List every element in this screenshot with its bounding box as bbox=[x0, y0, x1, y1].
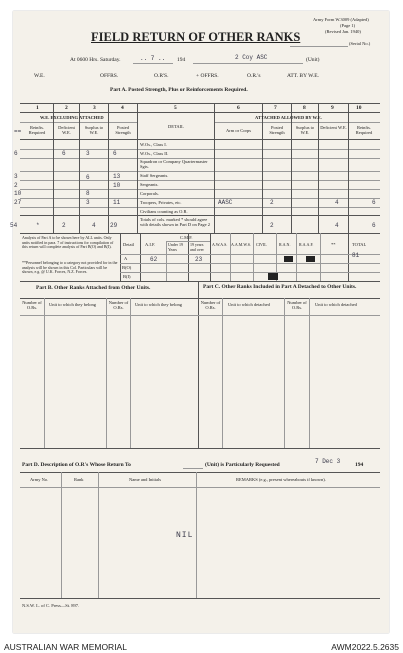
footer bbox=[0, 640, 403, 653]
analysis-row-bo: B(O) bbox=[122, 265, 132, 270]
h-surplus2: Surplus to W.E. bbox=[295, 125, 315, 135]
partB-h-number: Number of O.Rs. bbox=[22, 300, 42, 310]
form-title: FIELD RETURN OF OTHER RANKS bbox=[91, 30, 301, 44]
footer-right: AWM2022.5.2635 bbox=[331, 642, 399, 652]
col-num-3: 3 bbox=[93, 105, 96, 111]
analysis-ran: R.A.N. bbox=[279, 242, 291, 247]
partC-title: Part C. Other Ranks Included in Part A Detached to Other Units. bbox=[203, 284, 357, 290]
year-label: 194 bbox=[177, 57, 186, 63]
h-reinf: Reinfts. Required bbox=[28, 125, 46, 135]
partB-h-unit: Unit to which they belong bbox=[49, 302, 96, 307]
ors2-label: O.R.'s bbox=[247, 73, 261, 79]
analysis-row-bi: B(I) bbox=[123, 274, 131, 279]
partB-h-unit2: Unit to which they belong bbox=[135, 302, 182, 307]
col-num-7: 7 bbox=[274, 105, 277, 111]
form-number: Army Form W.3009 (Adapted) bbox=[313, 17, 369, 22]
col-num-6: 6 bbox=[237, 105, 240, 111]
serial-line bbox=[290, 46, 348, 47]
analysis-note: Analysis of Part A to be shown here by ALL units. Only units notified in para. 7 of instructions for compilation of this return will complete analysis of Part B(O) and B(I). bbox=[22, 235, 114, 249]
partD-nil: NIL bbox=[176, 531, 194, 540]
analysis-cmf: C.M.F. bbox=[180, 235, 193, 240]
partD-h-remarks: REMARKS (e.g., present whereabouts if known). bbox=[236, 477, 326, 482]
partA-title: Part A. Posted Strength, Plus or Reinforcements Required. bbox=[110, 87, 248, 93]
unit-label: (Unit) bbox=[306, 57, 320, 63]
detail-wo2: W.Os., Class II. bbox=[140, 151, 169, 156]
analysis-aamws: A.A.M.W.S. bbox=[231, 242, 251, 247]
detail-sergeants: Sergeants. bbox=[140, 182, 159, 187]
h-posted: Posted Strength bbox=[115, 125, 131, 135]
analysis-civil: CIVIL bbox=[256, 242, 267, 247]
at-line: At 0600 Hrs. Saturday. bbox=[70, 57, 121, 63]
h-surplus: Surplus to W.E. bbox=[84, 125, 104, 135]
partD-year: 194 bbox=[355, 462, 364, 468]
partC-h-number: Number of O.Rs. bbox=[200, 300, 221, 310]
col-num-8: 8 bbox=[303, 105, 306, 111]
analysis-note2: **Personnel belonging to a category not provided for in the analysis will be shown in this Col. Particulars will be shown, e.g. @ U.K. Forces, N.Z. Forces. bbox=[22, 260, 118, 274]
col-num-10: 10 bbox=[356, 105, 362, 111]
analysis-raaf: R.A.A.F. bbox=[299, 242, 314, 247]
partB-h-number2: Number of O.Rs. bbox=[108, 300, 129, 310]
col-num-1: 1 bbox=[36, 105, 39, 111]
h-deficient2: Deficient W.E. bbox=[320, 125, 347, 130]
h-deficient: Deficient W.E. bbox=[58, 125, 75, 135]
detail-corporals: Corporals. bbox=[140, 191, 159, 196]
we-excl-header: W.E. EXCLUDING ATTACHED bbox=[40, 115, 104, 120]
unit-line bbox=[193, 63, 303, 64]
analysis-row-a: A bbox=[124, 256, 128, 261]
analysis-detail: Detail bbox=[123, 242, 134, 247]
attached-allowed-header: ATTACHED ALLOWED BY W.E. bbox=[255, 115, 322, 120]
partD-title2: (Unit) is Particularly Requested bbox=[205, 462, 280, 468]
typed-date: .. 7 .. bbox=[140, 55, 166, 62]
h-posted2: Posted Strength bbox=[269, 125, 285, 135]
date-line bbox=[133, 63, 173, 64]
typed-unit: 2 Coy ASC bbox=[235, 54, 268, 61]
partC-h-number2: Number of O.Rs. bbox=[287, 300, 307, 310]
printer-line: N.S.W. L. of C. Press—St. 897. bbox=[22, 603, 80, 608]
partC-h-unit2: Unit to which detached bbox=[315, 302, 357, 307]
offrs2-label: + OFFRS. bbox=[196, 73, 219, 79]
detail-staff-sgts: Staff Sergeants. bbox=[140, 173, 169, 178]
ors-label: O.R'S. bbox=[154, 73, 169, 79]
partC-h-unit: Unit to which detached bbox=[228, 302, 270, 307]
analysis-total: TOTAL bbox=[352, 242, 367, 247]
col-num-2: 2 bbox=[65, 105, 68, 111]
detail-qm: Squadron or Company Quartermaster Sgts. bbox=[140, 159, 208, 169]
partD-h-army: Army No. bbox=[30, 477, 49, 482]
h-reinf2: Reinfts. Required bbox=[355, 125, 373, 135]
totals-note: Totals of cols. marked * should agree with details shown in Part D on Page 2 bbox=[140, 217, 210, 227]
att-label: ATT. BY W.E. bbox=[287, 73, 319, 79]
partD-h-name: Name and Initials bbox=[129, 477, 161, 482]
form-page: (Page 1) bbox=[340, 23, 356, 28]
serial-label: (Serial No.) bbox=[349, 41, 371, 46]
col-num-9: 9 bbox=[331, 105, 334, 111]
footer-left: AUSTRALIAN WAR MEMORIAL bbox=[4, 642, 127, 652]
analysis-aif: A.I.F. bbox=[145, 242, 156, 247]
form-revised: (Revised Jan. 1940) bbox=[325, 29, 361, 34]
h-arm: Arm or Corps bbox=[226, 128, 251, 133]
we-label: W.E. bbox=[34, 73, 45, 79]
partD-h-rank: Rank bbox=[74, 477, 84, 482]
analysis-under19: Under 19 Years bbox=[168, 242, 183, 252]
analysis-awas: A.W.A.S. bbox=[212, 242, 228, 247]
detail-civilians: Civilians counting as O.R. bbox=[140, 209, 188, 214]
h-detail: DETAIL bbox=[168, 124, 184, 129]
partD-title: Part D. Description of O.R's Whose Return To bbox=[22, 462, 131, 468]
detail-wo1: W.Os., Class I. bbox=[140, 142, 167, 147]
col-num-5: 5 bbox=[174, 105, 177, 111]
partB-title: Part B. Other Ranks Attached from Other Units. bbox=[36, 285, 151, 291]
analysis-other: ** bbox=[331, 242, 336, 247]
detail-troopers: Troopers, Privates, etc. bbox=[140, 200, 182, 205]
offrs-label: OFFRS. bbox=[100, 73, 119, 79]
col-num-4: 4 bbox=[121, 105, 124, 111]
analysis-over19: 19 years and over bbox=[190, 242, 204, 252]
